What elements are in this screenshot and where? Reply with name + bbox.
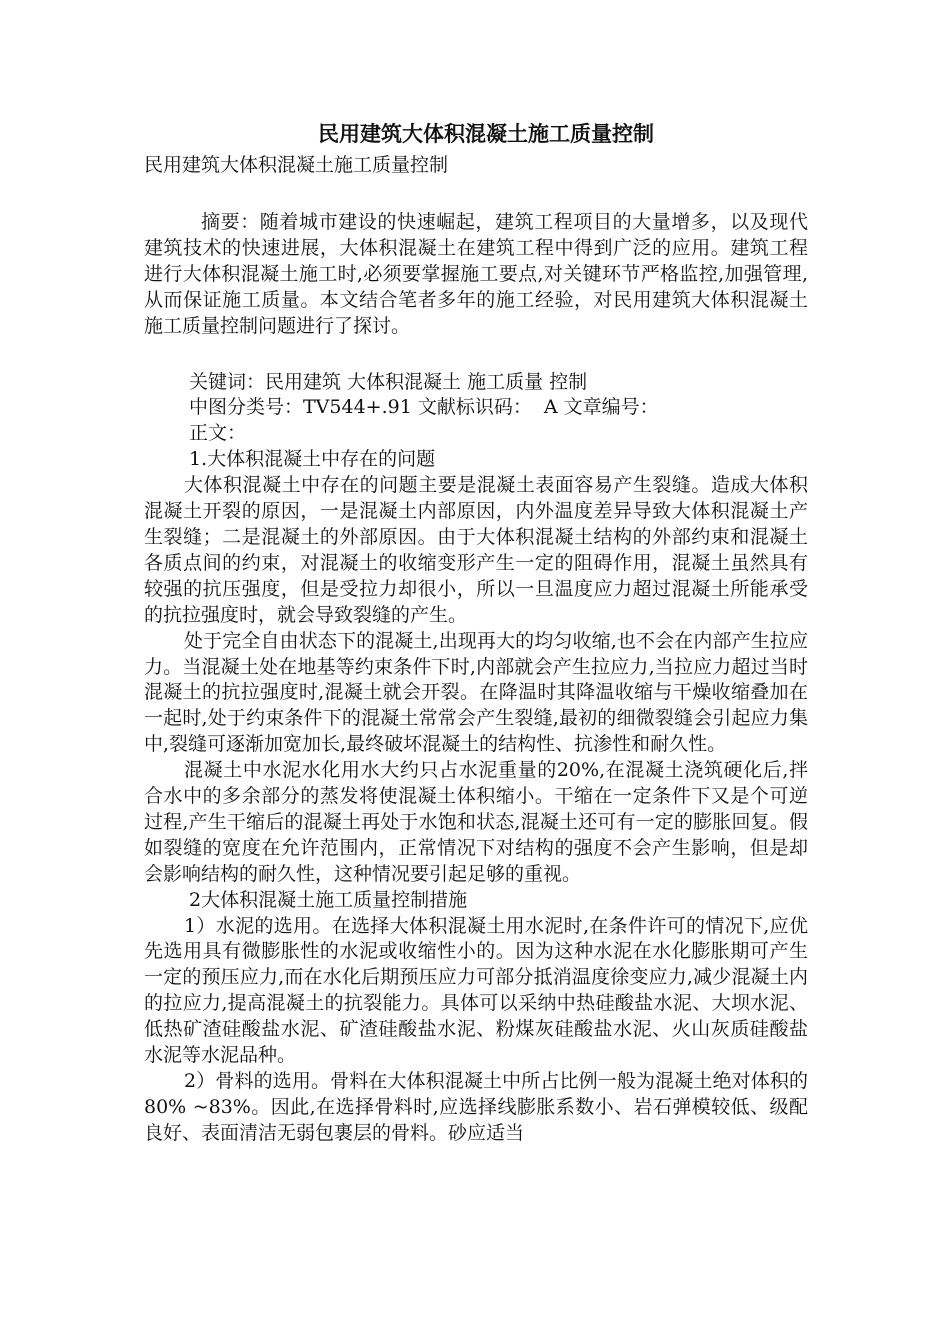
section-2-paragraph-2: 2）骨料的选用。骨料在大体积混凝土中所占比例一般为混凝土绝对体积的80% ~83%。因此,在选择骨料时,应选择线膨胀系数小、岩石弹模较低、级配良好、表面清洁无弱包裹层的骨料。砂应适当 bbox=[144, 1070, 808, 1144]
section-2-heading: 2大体积混凝土施工质量控制措施 bbox=[189, 888, 468, 911]
section-1-paragraph-3: 混凝土中水泥水化用水大约只占水泥重量的20%,在混凝土浇筑硬化后,拌合水中的多余部分的蒸发将使混凝土体积缩小。干缩在一定条件下又是个可逆过程,产生干缩后的混凝土再处于水饱和状态,混凝土还可有一定的膨胀回复。假如裂缝的宽度在允许范围内，正常情况下对结构的强度不会产生影响，但是却会影响结构的耐久性，这种情况要引起足够的重视。 bbox=[144, 759, 808, 885]
keywords-line: 关键词：民用建筑 大体积混凝土 施工质量 控制 bbox=[189, 370, 588, 393]
section-1-paragraph-1: 大体积混凝土中存在的问题主要是混凝土表面容易产生裂缝。造成大体积混凝土开裂的原因，一是混凝土内部原因，内外温度差异导致大体积混凝土产生裂缝；二是混凝土的外部原因。由于大体积混凝土结构的外部约束和混凝土各质点间的约束，对混凝土的收缩变形产生一定的阻碍作用，混凝土虽然具有较强的抗压强度，但是受拉力却很小，所以一旦温度应力超过混凝土所能承受的抗拉强度时，就会导致裂缝的产生。 bbox=[144, 474, 808, 626]
document-title: 民用建筑大体积混凝土施工质量控制 bbox=[318, 121, 654, 146]
classification-line: 中图分类号：TV544+.91 文献标识码： A 文章编号： bbox=[189, 396, 659, 419]
document-subtitle: 民用建筑大体积混凝土施工质量控制 bbox=[144, 154, 449, 176]
abstract-paragraph: 摘要：随着城市建设的快速崛起，建筑工程项目的大量增多，以及现代建筑技术的快速进展，大体积混凝土在建筑工程中得到广泛的应用。建筑工程进行大体积混凝土施工时,必须要掌握施工要点,对关键环节严格监控,加强管理,从而保证施工质量。本文结合笔者多年的施工经验，对民用建筑大体积混凝土施工质量控制问题进行了探讨。 bbox=[144, 211, 808, 337]
document-page bbox=[144, 118, 808, 1147]
spacer bbox=[144, 340, 808, 370]
body-label: 正文： bbox=[189, 422, 247, 445]
section-1-heading: 1.大体积混凝土中存在的问题 bbox=[189, 448, 436, 471]
spacer bbox=[144, 180, 808, 210]
section-1-paragraph-2: 处于完全自由状态下的混凝土,出现再大的均匀收缩,也不会在内部产生拉应力。当混凝土处在地基等约束条件下时,内部就会产生拉应力,当拉应力超过当时混凝土的抗拉强度时,混凝土就会开裂。在降温时其降温收缩与干燥收缩叠加在一起时,处于约束条件下的混凝土常常会产生裂缝,最初的细微裂缝会引起应力集中,裂缝可逐渐加宽加长,最终破坏混凝土的结构性、抗渗性和耐久性。 bbox=[144, 629, 808, 756]
section-2-paragraph-1: 1）水泥的选用。在选择大体积混凝土用水泥时,在条件许可的情况下,应优先选用具有微膨胀性的水泥或收缩性小的。因为这种水泥在水化膨胀期可产生一定的预压应力,而在水化后期预压应力可部分抵消温度徐变应力,减少混凝土内的拉应力,提高混凝土的抗裂能力。具体可以采纳中热硅酸盐水泥、大坝水泥、低热矿渣硅酸盐水泥、矿渣硅酸盐水泥、粉煤灰硅酸盐水泥、火山灰质硅酸盐水泥等水泥品种。 bbox=[144, 914, 808, 1067]
